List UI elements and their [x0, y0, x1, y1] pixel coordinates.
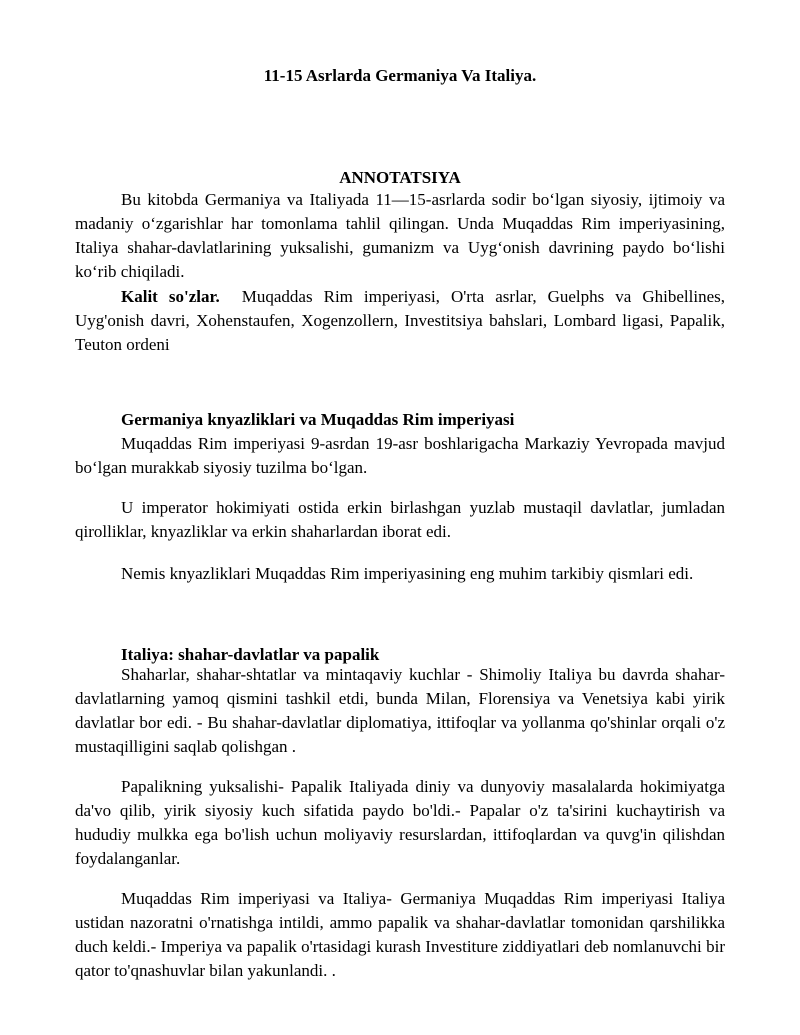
section2-paragraph: Muqaddas Rim imperiyasi va Italiya- Germaniya Muqaddas Rim imperiyasi Italiya ustidan nazoratni o'rnatishga intildi, ammo papalik va shahar-davlatlar tomonidan qarshilikka duch keldi.- Imperiya va papalik o'rtasidagi kurash Investiture ziddiyatlari deb nomlanuvchi bir qator to'qnashuvlar bilan yakunlandi. . [75, 889, 725, 980]
keywords-paragraph [75, 285, 725, 357]
keywords-label: Kalit so'zlar. [121, 287, 220, 306]
section-heading-germany: Germaniya knyazliklari va Muqaddas Rim imperiyasi [121, 410, 515, 429]
section2-paragraph: Papalikning yuksalishi- Papalik Italiyada diniy va dunyoviy masalalarda hokimiyatga da'vo qilib, yirik siyosiy kuch sifatida paydo bo'ldi.- Papalar o'z ta'sirini kuchaytirish va hududiy mulkka ega bo'lish uchun moliyaviy resurslardan, ittifoqlardan va quvg'in qilishdan foydalanganlar. [75, 777, 725, 868]
section1-paragraph: Nemis knyazliklari Muqaddas Rim imperiyasining eng muhim tarkibiy qismlari edi. [121, 564, 694, 583]
annotation-heading: ANNOTATSIYA [339, 168, 461, 187]
section1-paragraph: Muqaddas Rim imperiyasi 9-asrdan 19-asr boshlarigacha Markaziy Yevropada mavjud bo‘lgan murakkab siyosiy tuzilma bo‘lgan. [75, 434, 725, 477]
document-title: 11-15 Asrlarda Germaniya Va Italiya. [263, 66, 537, 85]
section2-paragraph: Shaharlar, shahar-shtatlar va mintaqaviy kuchlar - Shimoliy Italiya bu davrda shahar-davlatlarning yamoq qismini tashkil etdi, bunda Milan, Florensiya va Venetsiya kabi yirik davlatlar bor edi. - Bu shahar-davlatlar diplomatiya, ittifoqlar va yollanma qo'shinlar orqali o'z mustaqilligini saqlab qolishgan . [75, 665, 725, 756]
annotation-paragraph: Bu kitobda Germaniya va Italiyada 11—15-asrlarda sodir bo‘lgan siyosiy, ijtimoiy va madaniy o‘zgarishlar har tomonlama tahlil qilingan. Unda Muqaddas Rim imperiyasining, Italiya shahar-davlatlarining yuksalishi, gumanizm va Uyg‘onish davrining paydo bo‘lishi ko‘rib chiqiladi. [75, 190, 725, 281]
keywords-text: Muqaddas Rim imperiyasi, O'rta asrlar, Guelphs va Ghibellines, Uyg'onish davri, Xohenstaufen, Xogenzollern, Investitsiya bahslari, Lombard ligasi, Papalik, Teuton ordeni [75, 287, 725, 354]
section1-paragraph: U imperator hokimiyati ostida erkin birlashgan yuzlab mustaqil davlatlar, jumladan qirolliklar, knyazliklar va erkin shaharlardan iborat edi. [75, 498, 725, 541]
section-heading-italy: Italiya: shahar-davlatlar va papalik [121, 645, 380, 664]
